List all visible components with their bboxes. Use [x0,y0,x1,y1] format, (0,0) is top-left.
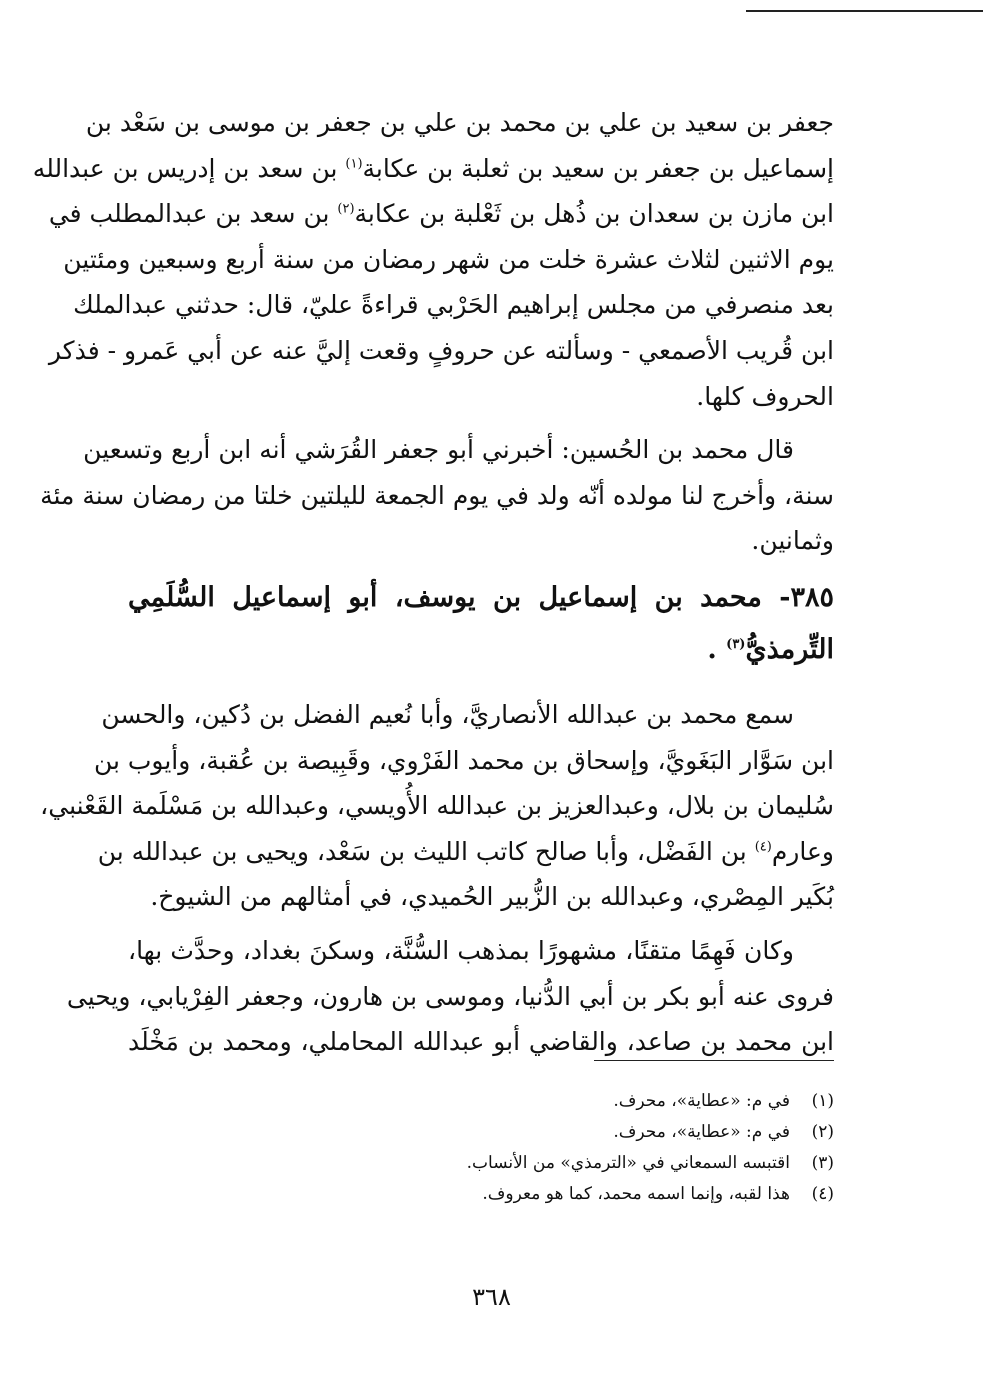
page-body [32,100,834,1065]
footnote-ref: (٢) [337,201,355,217]
footnote-ref: (١) [345,156,363,172]
footnote [128,1179,834,1210]
paragraph-4 [66,928,834,1065]
text-line: وكان فَهِمًا متقنًا، مشهورًا بمذهب السُّنَّة، وسكنَ بغداد، وحدَّث بها، [128,935,794,965]
text-line: ابن سَوَّار البَغَويَّ، وإسحاق بن محمد الفَرْوي، وقَبِيصة بن عُقبة، وأيوب بن [93,745,834,775]
text-line: قال محمد بن الحُسين: أخبرني أبو جعفر القُرَشي أنه ابن أربع وتسعين [83,435,794,465]
footnote [128,1148,834,1179]
footnote-ref: (٣) [726,636,746,652]
text-segment: بن الفَضْل، وأبا صالح كاتب الليث بن سَعْد، ويحيى بن عبدالله بن [97,836,755,866]
footnote-ref: (٤) [754,839,772,855]
text-line [48,191,834,237]
heading-line: ٣٨٥- محمد بن إسماعيل بن يوسف، أبو إسماعيل السُّلَمِي [128,581,834,613]
footnote-number: (٣) [811,1153,834,1173]
paragraph-3 [40,692,834,920]
text-line: ابن محمد بن صاعد، والقاضي أبو عبدالله المحاملي، ومحمد بن مَخْلَد [128,1027,834,1057]
footnote-text: في م: «عطاية»، محرف. [613,1122,790,1142]
text-line: سنة، وأخرج لنا مولده أنّه ولد في يوم الجمعة لليلتين خلتا من رمضان سنة مئة [40,480,834,510]
footnote [128,1086,834,1117]
text-segment: ابن مازن بن سعدان بن ذُهل بن ثَعْلبة بن عكابة [354,199,834,229]
text-segment: وعارم [771,836,834,866]
footnote-text: في م: «عطاية»، محرف. [613,1091,790,1111]
text-line: سمع محمد بن عبدالله الأنصاريَّ، وأبا نُعيم الفضل بن دُكين، والحسن [101,699,794,729]
text-line: سُليمان بن بلال، وعبدالعزيز بن عبدالله الأُويسي، وعبدالله بن مَسْلَمة القَعْنبي، [40,791,834,821]
text-line: بُكَير المِصْري، وعبدالله بن الزُّبير الحُميدي، في أمثالهم من الشيوخ. [150,882,834,912]
text-line: وثمانين. [751,526,834,556]
footnote-rule [594,1060,834,1061]
footnotes [128,1086,834,1210]
entry-heading [128,572,834,676]
text-line: يوم الاثنين لثلاث عشرة خلت من شهر رمضان من سنة أربع وسبعين ومئتين [63,244,834,274]
heading-segment: التِّرمذيُّ [745,633,834,665]
footnote-number: (٤) [811,1184,834,1204]
paragraph-1 [32,100,834,419]
text-segment: إسماعيل بن جعفر بن سعيد بن ثعلبة بن عكابة [362,153,834,183]
text-line: الحروف كلها. [696,381,834,411]
text-segment: بن سعد بن إدريس بن عبدالله [32,153,346,183]
paragraph-2 [40,427,834,564]
footnote-text: اقتبسه السمعاني في «الترمذي» من الأنساب. [466,1153,790,1173]
footnote-number: (٢) [811,1122,834,1142]
footnote [128,1117,834,1148]
top-rule [746,10,983,12]
text-line: جعفر بن سعيد بن علي بن محمد بن علي بن جعفر بن موسى بن سَعْد بن [85,108,834,137]
text-line [32,146,834,192]
text-line: ابن قُريب الأصمعي - وسألته عن حروفٍ وقعت إليَّ عنه عن أبي عَمرو - فذكر [48,335,834,365]
footnote-text: هذا لقبه، وإنما اسمه محمد، كما هو معروف. [482,1184,790,1204]
heading-segment: . [707,633,727,665]
text-segment: بن سعد بن عبدالمطلب في [48,199,338,229]
heading-line [128,624,834,676]
page-number: ٣٦٨ [472,1283,511,1311]
footnote-number: (١) [811,1091,834,1111]
text-line [97,829,834,875]
text-line: بعد منصرفي من مجلس إبراهيم الحَرْبي قراءةً عليّ، قال: حدثني عبدالملك [73,290,834,320]
text-line: فروى عنه أبو بكر بن أبي الدُّنيا، وموسى بن هارون، وجعفر الفِرْيابي، ويحيى [66,981,834,1011]
